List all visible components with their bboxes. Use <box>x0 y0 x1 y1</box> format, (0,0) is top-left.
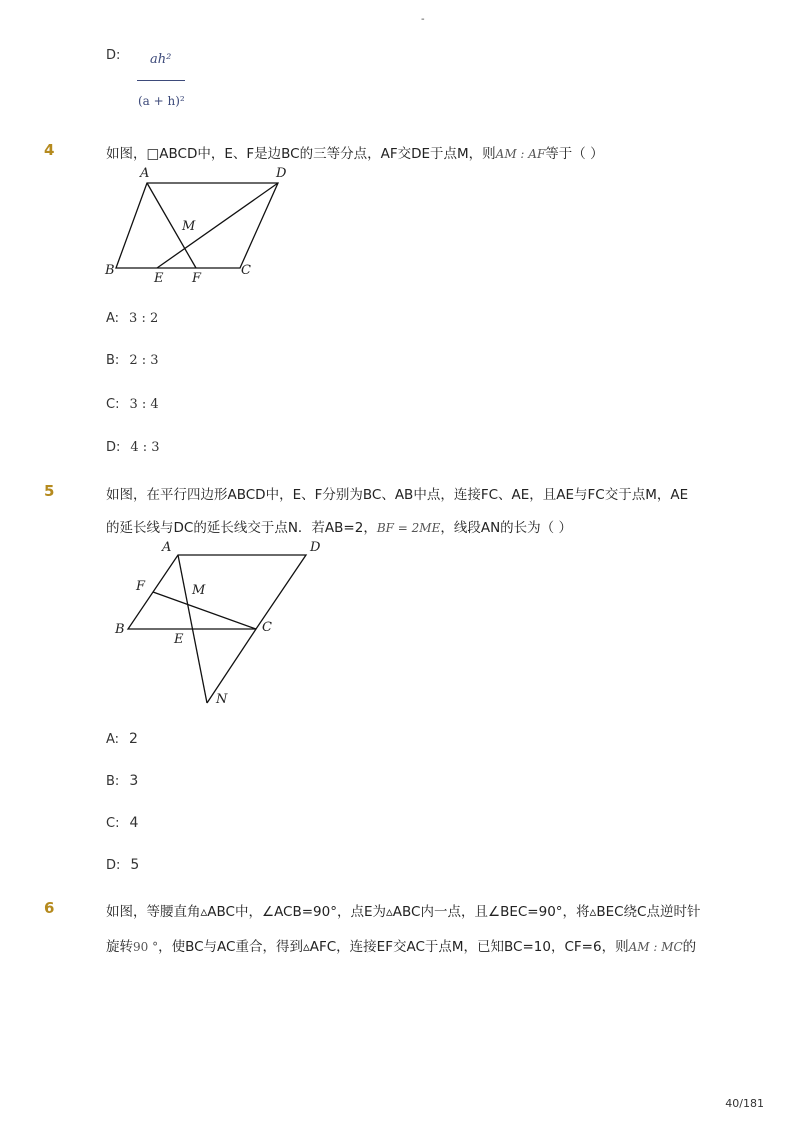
q5-option-c[interactable] <box>106 815 138 831</box>
label-e: E <box>154 271 164 286</box>
label-b: B <box>115 622 125 637</box>
segment-cn <box>207 629 256 703</box>
parallelogram-abcd <box>116 183 278 268</box>
question-5-math: BF = 2ME <box>376 521 441 535</box>
label-d: D <box>310 540 321 555</box>
question-6-number: 6 <box>44 899 55 917</box>
option-value: 2 <box>129 731 138 747</box>
question-6-math-angle: 90 ° <box>133 940 159 954</box>
fraction-numerator: ah² <box>150 52 172 67</box>
q4-option-a[interactable] <box>106 311 158 326</box>
question-4-text <box>106 142 604 162</box>
question-6-line-2-part3: 的 <box>682 939 697 955</box>
question-6-line-1: 如图，等腰直角▵ABC中，∠ACB=90°，点E为▵ABC内一点，且∠BEC=90°，将▵BEC绕C点逆时针 <box>106 904 701 920</box>
q5-option-b[interactable] <box>106 773 138 789</box>
page-top-mark: - <box>421 14 425 25</box>
option-label: A: <box>106 732 120 747</box>
question-4-text-part2: 等于（ ） <box>545 146 604 162</box>
option-value: 3 <box>129 773 139 789</box>
option-label: D: <box>106 440 121 455</box>
question-5-line-2-part2: ，线段AN的长为（ ） <box>440 520 572 536</box>
label-a: A <box>162 540 172 555</box>
label-m: M <box>192 583 206 598</box>
option-label: A: <box>106 311 120 326</box>
q5-option-a[interactable] <box>106 731 138 747</box>
q4-option-c[interactable] <box>106 397 159 412</box>
label-d: D <box>276 166 287 181</box>
question-5-line-2-part1: 的延长线与DC的延长线交于点N．若AB=2， <box>106 520 377 536</box>
label-m: M <box>182 219 196 234</box>
option-value: 3 : 4 <box>129 397 159 412</box>
question-4-text-part1: 如图，□ABCD中，E、F是边BC的三等分点，AF交DE于点M，则 <box>106 146 496 162</box>
option-value: 4 <box>129 815 139 831</box>
prev-option-d-label: D: <box>106 48 121 63</box>
option-label: C: <box>106 816 120 831</box>
question-4-number: 4 <box>44 141 55 159</box>
label-f: F <box>192 271 202 286</box>
label-e: E <box>174 632 184 647</box>
option-label: C: <box>106 397 120 412</box>
label-a: A <box>140 166 150 181</box>
option-value: 5 <box>130 857 140 873</box>
fraction-denominator: (a + h)² <box>138 94 185 108</box>
option-label: B: <box>106 353 120 368</box>
option-value: 4 : 3 <box>130 440 160 455</box>
question-5-line-1: 如图，在平行四边形ABCD中，E、F分别为BC、AB中点，连接FC、AE，且AE与FC交于点M，AE <box>106 487 689 503</box>
question-4-math: AM : AF <box>495 147 546 161</box>
question-4-figure <box>100 160 300 290</box>
option-value: 2 : 3 <box>129 353 159 368</box>
fraction-bar <box>137 80 185 81</box>
page-number: 40/181 <box>725 1097 764 1110</box>
label-b: B <box>105 263 115 278</box>
question-5-figure <box>110 535 330 710</box>
option-value: 3 : 2 <box>129 311 159 326</box>
option-label: B: <box>106 774 120 789</box>
question-6-line-2 <box>106 935 696 955</box>
label-c: C <box>241 263 251 278</box>
question-6-line-2-part1: 旋转 <box>106 939 133 955</box>
segment-de <box>157 183 278 268</box>
label-c: C <box>262 620 272 635</box>
label-f: F <box>136 579 146 594</box>
option-label: D: <box>106 858 121 873</box>
question-5-line-2 <box>106 516 572 536</box>
question-5-number: 5 <box>44 482 55 500</box>
question-6-math-ratio: AM : MC <box>628 940 683 954</box>
label-n: N <box>216 692 228 707</box>
q4-option-b[interactable] <box>106 353 159 368</box>
q5-option-d[interactable] <box>106 857 139 873</box>
q4-option-d[interactable] <box>106 440 160 455</box>
question-6-line-2-part2: ，使BC与AC重合，得到▵AFC，连接EF交AC于点M，已知BC=10，CF=6，则 <box>158 939 629 955</box>
